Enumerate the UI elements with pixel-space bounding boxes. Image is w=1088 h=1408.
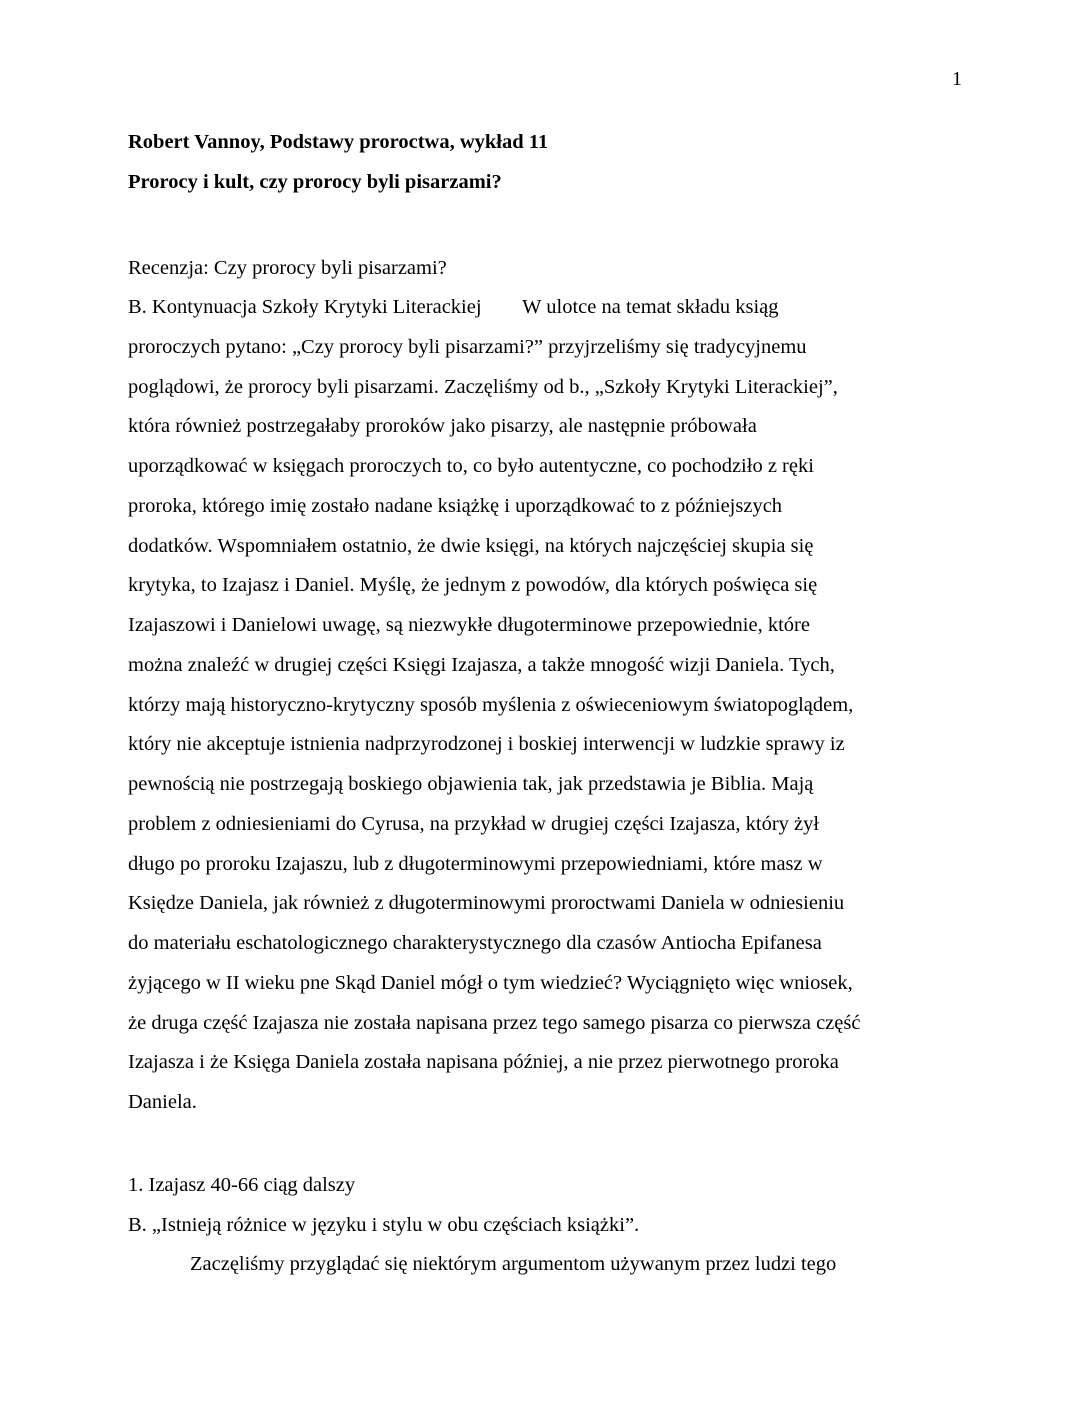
paragraph-line: długo po proroku Izajaszu, lub z długoterminowymi przepowiedniami, które masz w <box>128 852 823 875</box>
document-subtitle: Prorocy i kult, czy prorocy byli pisarzami? <box>128 171 502 193</box>
paragraph-line: Daniela. <box>128 1091 197 1113</box>
paragraph-line: krytyka, to Izajasz i Daniel. Myślę, że jednym z powodów, dla których poświęca się <box>128 574 818 597</box>
paragraph-line: Zaczęliśmy przyglądać się niektórym argumentom używanym przez ludzi tego <box>190 1253 837 1275</box>
paragraph-line: że druga część Izajasza nie została napisana przez tego samego pisarza co pierwsza część <box>128 1011 861 1034</box>
paragraph-line: Izajaszowi i Danielowi uwagę, są niezwykłe długoterminowe przepowiednie, które <box>128 614 810 636</box>
paragraph-line: poglądowi, że prorocy byli pisarzami. Zaczęliśmy od b., „Szkoły Krytyki Literackiej”, <box>128 375 838 398</box>
paragraph-line: którzy mają historyczno-krytyczny sposób myślenia z oświeceniowym światopoglądem, <box>128 693 854 716</box>
paragraph-line: B. Kontynuacja Szkoły Krytyki Literackiej W ulotce na temat składu ksiąg <box>128 296 779 318</box>
section-heading: 1. Izajasz 40-66 ciąg dalszy <box>128 1174 356 1196</box>
paragraph-line: problem z odniesieniami do Cyrusa, na przykład w drugiej części Izajasza, który żył <box>128 812 820 835</box>
document-title: Robert Vannoy, Podstawy proroctwa, wykład 11 <box>128 131 549 153</box>
paragraph-line: Księdze Daniela, jak również z długoterminowymi proroctwami Daniela w odniesieniu <box>128 892 845 915</box>
paragraph-line: uporządkować w księgach proroczych to, co było autentyczne, co pochodziło z ręki <box>128 455 814 477</box>
paragraph-line: można znaleźć w drugiej części Księgi Izajasza, a także mnogość wizji Daniela. Tych, <box>128 653 835 676</box>
paragraph-line: proroczych pytano: „Czy prorocy byli pisarzami?” przyjrzeliśmy się tradycyjnemu <box>128 335 807 358</box>
paragraph-line: dodatków. Wspomniałem ostatnio, że dwie księgi, na których najczęściej skupia się <box>128 534 814 557</box>
paragraph-line: który nie akceptuje istnienia nadprzyrodzonej i boskiej interwencji w ludzkie sprawy iz <box>128 733 845 756</box>
paragraph-line: pewnością nie postrzegają boskiego objawienia tak, jak przedstawia je Biblia. Mają <box>128 773 814 795</box>
paragraph-line: proroka, którego imię zostało nadane książkę i uporządkować to z późniejszych <box>128 494 783 517</box>
paragraph-line: żyjącego w II wieku pne Skąd Daniel mógł o tym wiedzieć? Wyciągnięto więc wniosek, <box>128 971 853 994</box>
paragraph-line: do materiału eschatologicznego charakterystycznego dla czasów Antiocha Epifanesa <box>128 932 822 954</box>
paragraph-line: Izajasza i że Księga Daniela została napisana później, a nie przez pierwotnego proroka <box>128 1051 839 1074</box>
subsection-heading: B. „Istnieją różnice w języku i stylu w obu częściach książki”. <box>128 1214 640 1236</box>
page-number: 1 <box>952 68 962 90</box>
paragraph-line: która również postrzegałaby proroków jako pisarzy, ale następnie próbowała <box>128 415 757 438</box>
review-heading: Recenzja: Czy prorocy byli pisarzami? <box>128 257 447 279</box>
